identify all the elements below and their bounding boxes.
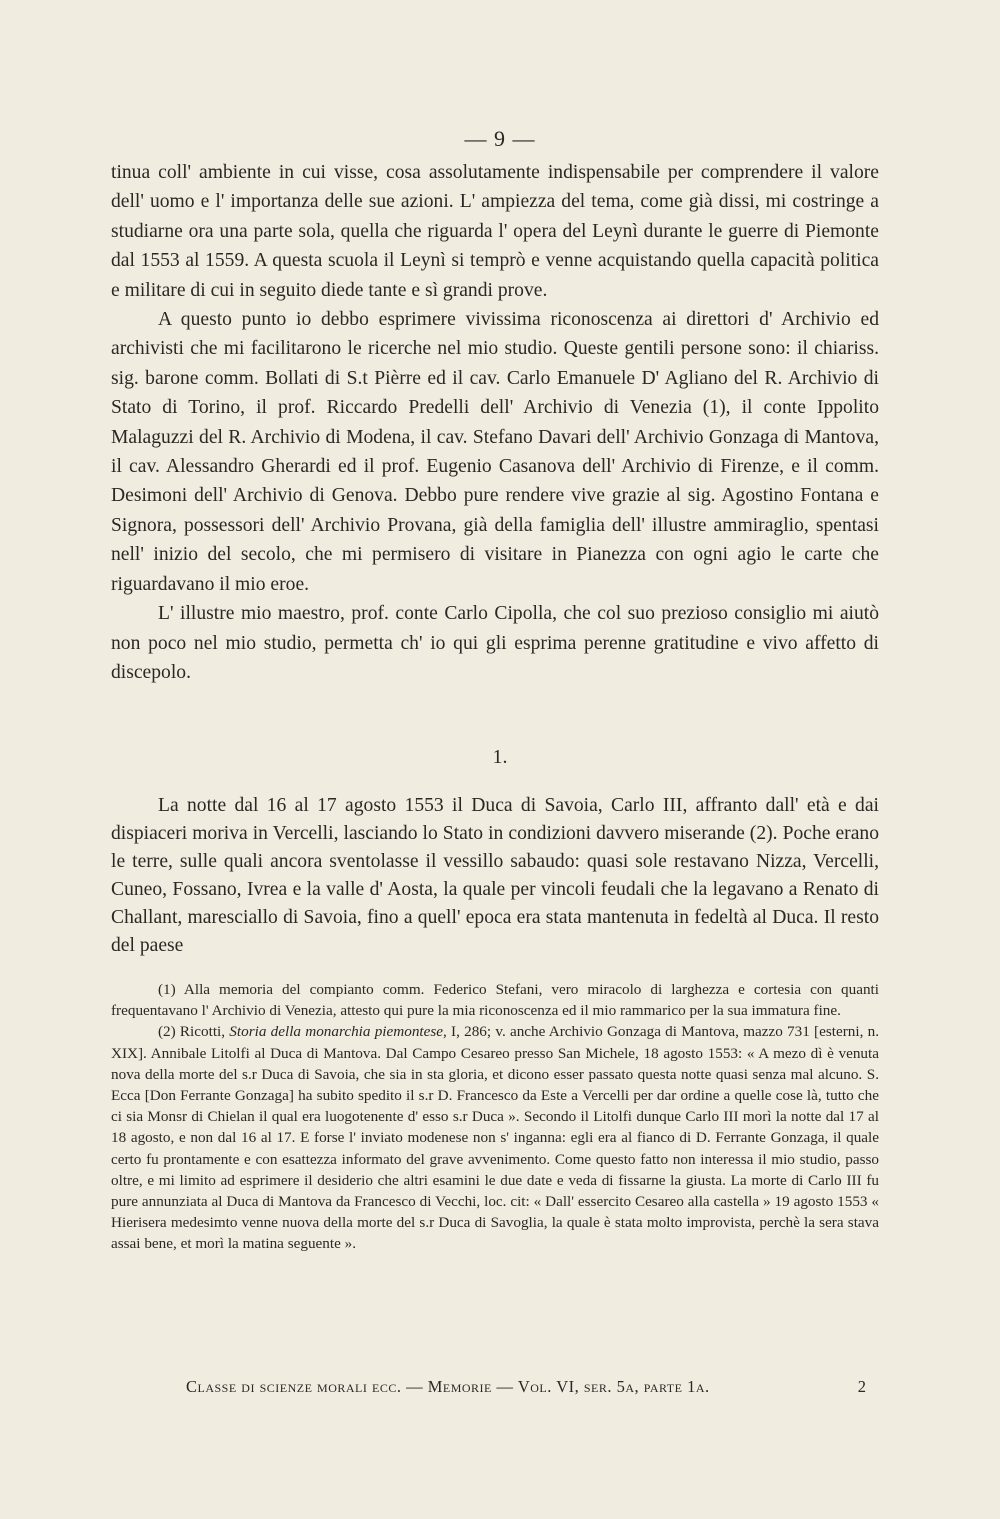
paragraph: A questo punto io debbo esprimere vivissima riconoscenza ai direttori d' Archivio ed archivisti che mi facilitarono le ricerche nel mio studio. Queste gentili persone sono: il chiariss. sig. barone comm. Bollati di S.t Pièrre ed il cav. Carlo Emanuele D' Agliano del R. Archivio di Stato di Torino, il prof. Riccardo Predelli dell' Archivio di Venezia (1), il conte Ippolito Malaguzzi del R. Archivio di Modena, il cav. Stefano Davari dell' Archivio Gonzaga di Mantova, il cav. Alessandro Gherardi ed il prof. Eugenio Casanova dell' Archivio di Firenze, e il comm. Desimoni dell' Archivio di Genova. Debbo pure rendere vive grazie al sig. Agostino Fontana e Signora, possessori dell' Archivio Provana, già della famiglia dell' illustre ammiraglio, spentasi nell' inizio del secolo, che mi permisero di visitare in Pianezza con ogni agio le carte che riguardavano il mio eroe. [111,309,879,595]
footnote-2-text: , I, 286; v. anche Archivio Gonzaga di Mantova, mazzo 731 [esterni, n. XIX]. Annibale Litolfi al Duca di Mantova. Dal Campo Cesareo presso San Michele, 18 agosto 1553: « A mezo dì è venuta nova della morte del s.r Duca di Savoia, che sia in sta gloria, et dicono esser passato questa notte quasi senza mal alcuno. S. Ecca [Don Ferrante Gonzaga] ha subito spedito il s.r D. Francesco da Este a Vercelli per dar ordine a quelle cose là, tutto che ci sia Monsr di Chielan il qual era luogotenente d' esso s.r Duca ». Secondo il Litolfi dunque Carlo III morì la notte dal 17 al 18 agosto, e non dal 16 al 17. E forse l' inviato modenese non s' inganna: egli era al fianco di D. Ferrante Gonzaga, il quale certo fu prontamente e con esattezza informato del grave avvenimento. Come questo fatto non interessa il mio studio, passo oltre, e mi limito ad esprimere il desiderio che altri esamini le due date e veda di fissarne la giusta. La morte di Carlo III fu pure annunziata al Duca di Mantova da Francesco di Vecchi, loc. cit: « Dall' essercito Cesareo alla castella » 19 agosto 1553 « Hierisera medesimto venne nuova della morte del s.r Duca di Savoglia, la quale è stata molto improvista, perchè la sera stava assai bene, et morì la matina seguente ». [111,1023,879,1253]
series-line: Classe di scienze morali ecc. — Memorie — Vol. VI, ser. 5a, parte 1a. [186,1377,710,1396]
footnote-1: (1) Alla memoria del compianto comm. Federico Stefani, vero miracolo di larghezza e cortesia con quanti frequentavano l' Archivio di Venezia, attesto qui pure la mia riconoscenza ed il mio rammarico per la sua immatura fine. [111,981,879,1020]
footnote-2-prefix: (2) Ricotti, [158,1023,230,1041]
sheet-number: 2 [857,1377,866,1396]
paragraph: La notte dal 16 al 17 agosto 1553 il Duca di Savoia, Carlo III, affranto dall' età e dai dispiaceri moriva in Vercelli, lasciando lo Stato in condizioni davvero miserande (2). Poche erano le terre, sulle quali ancora sventolasse il vessillo sabaudo: quasi sole restavano Nizza, Vercelli, Cuneo, Fossano, Ivrea e la valle d' Aosta, la quale per vincoli feudali che la legavano a Renato di Challant, maresciallo di Savoia, fino a quell' epoca era stata mantenuta in fedeltà al Duca. Il resto del paese [111,795,879,956]
section-number: 1. [492,746,508,768]
paragraph: L' illustre mio maestro, prof. conte Carlo Cipolla, che col suo prezioso consiglio mi aiutò non poco nel mio studio, permetta ch' io qui gli esprima perenne gratitudine e vivo affetto di discepolo. [111,603,879,683]
paragraph: tinua coll' ambiente in cui visse, cosa assolutamente indispensabile per comprendere il valore dell' uomo e l' importanza delle sue azioni. L' ampiezza del tema, come già dissi, mi costringe a studiarne ora una parte sola, quella che riguarda l' opera del Leynì durante le guerre di Piemonte dal 1553 al 1559. A questa scuola il Leynì si temprò e venne acquistando quella capacità politica e militare di cui in seguito diede tante e sì grandi prove. [111,162,879,301]
page-number: — 9 — [464,126,536,151]
body-text-section-1 [111,792,879,960]
footnote-2 [111,1021,879,1254]
footnote-2-title: Storia della monarchia piemontese [229,1023,444,1041]
page-footer [186,1377,866,1397]
body-text [111,158,879,687]
footnotes [111,979,879,1255]
